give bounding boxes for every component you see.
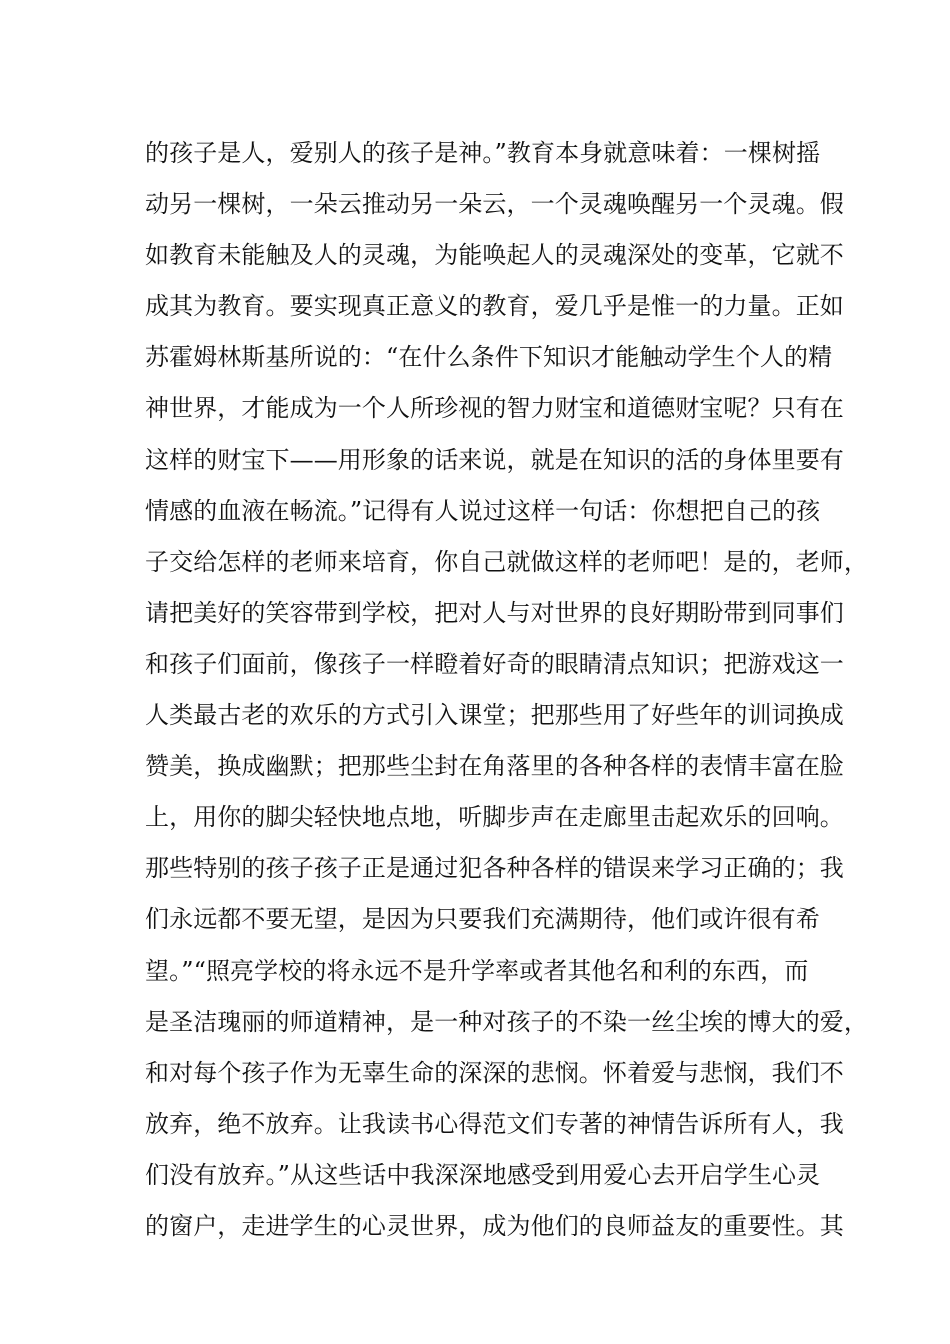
text-line: 情感的血液在畅流。”记得有人说过这样一句话：你想把自己的孩 [145,496,821,525]
text-line: 动另一棵树，一朵云推动另一朵云，一个灵魂唤醒另一个灵魂。假 [145,190,844,219]
text-line: 成其为教育。要实现真正意义的教育，爱几乎是惟一的力量。正如 [145,292,844,321]
text-line: 赞美，换成幽默；把那些尘封在角落里的各种各样的表情丰富在脸 [145,752,844,781]
body-text [145,128,868,1252]
text-line: 和对每个孩子作为无辜生命的深深的悲悯。怀着爱与悲悯，我们不 [145,1058,844,1087]
text-line: 的孩子是人，爱别人的孩子是神。”教育本身就意味着：一棵树摇 [145,139,821,167]
text-line: 请把美好的笑容带到学校，把对人与对世界的良好期盼带到同事们 [145,598,844,627]
text-line: 这样的财宝下——用形象的话来说，就是在知识的活的身体里要有 [145,445,844,474]
text-line: 和孩子们面前，像孩子一样瞪着好奇的眼睛清点知识；把游戏这一 [145,649,844,678]
text-line: 们没有放弃。”从这些话中我深深地感受到用爱心去开启学生心灵 [145,1160,821,1189]
text-line: 是圣洁瑰丽的师道精神，是一种对孩子的不染一丝尘埃的博大的爱， [145,1007,868,1036]
text-line: 望。”“照亮学校的将永远不是升学率或者其他名和利的东西，而 [145,956,809,985]
text-line: 放弃，绝不放弃。让我读书心得范文们专著的神情告诉所有人，我 [145,1109,844,1138]
text-line: 苏霍姆林斯基所说的：“在什么条件下知识才能触动学生个人的精 [145,343,833,372]
text-line: 子交给怎样的老师来培育，你自己就做这样的老师吧！是的，老师， [145,547,868,576]
text-line: 的窗户，走进学生的心灵世界，成为他们的良师益友的重要性。其 [145,1211,844,1240]
text-line: 如教育未能触及人的灵魂，为能唤起人的灵魂深处的变革，它就不 [145,241,844,270]
text-line: 神世界，才能成为一个人所珍视的智力财宝和道德财宝呢？只有在 [145,394,844,423]
text-line: 上，用你的脚尖轻快地点地，听脚步声在走廊里击起欢乐的回响。 [145,803,844,832]
text-line: 们永远都不要无望，是因为只要我们充满期待，他们或许很有希 [145,905,820,934]
text-line: 那些特别的孩子孩子正是通过犯各种各样的错误来学习正确的；我 [145,854,844,883]
text-line: 人类最古老的欢乐的方式引入课堂；把那些用了好些年的训词换成 [145,701,844,730]
